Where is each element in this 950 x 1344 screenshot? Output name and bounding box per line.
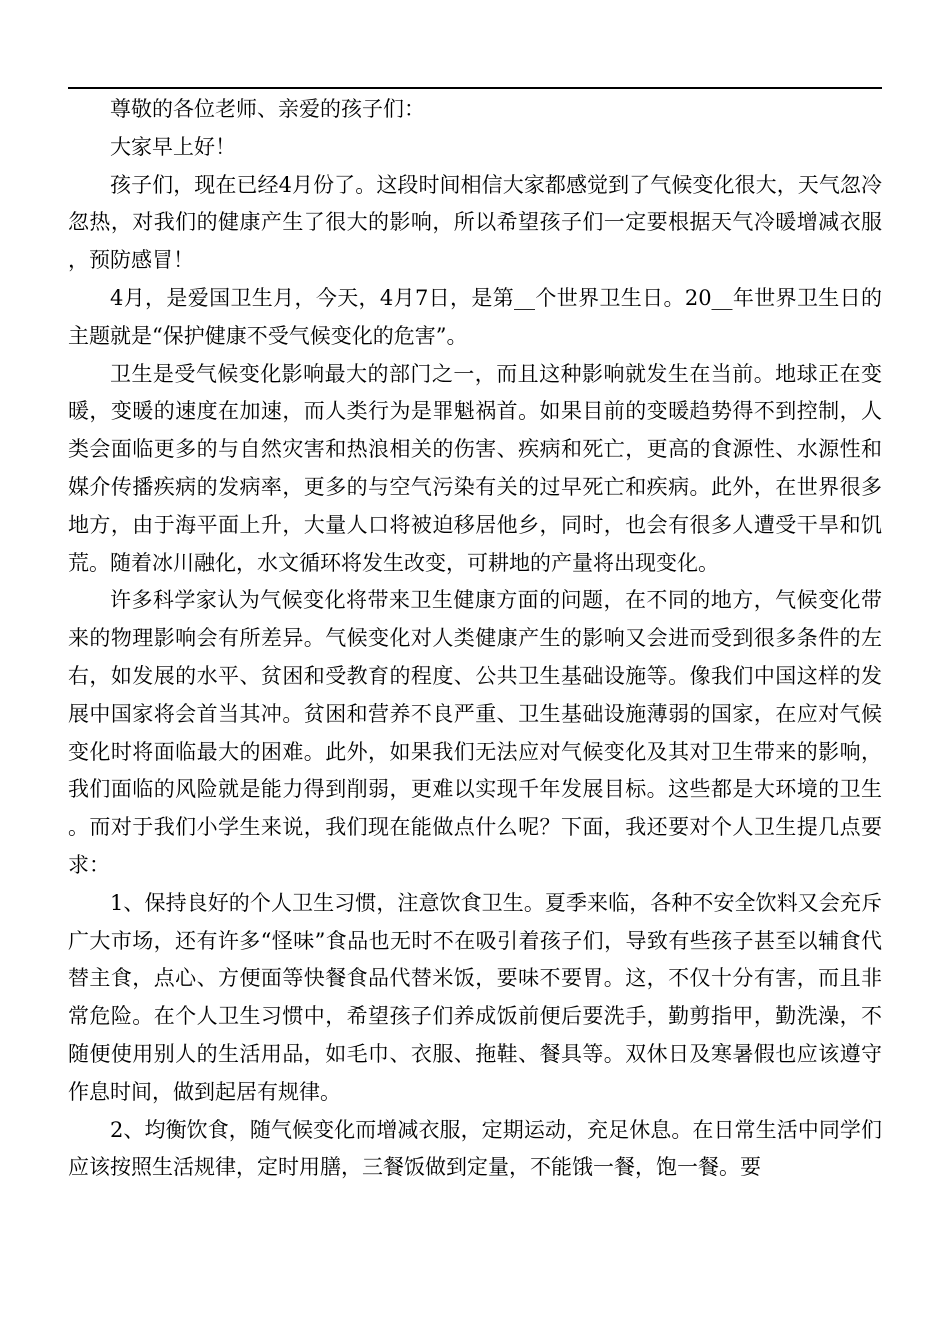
- document-body: [68, 91, 882, 1187]
- paragraph-scientists: 许多科学家认为气候变化将带来卫生健康方面的问题，在不同的地方，气候变化带来的物理影响会有所差异。气候变化对人类健康产生的影响又会进而受到很多条件的左右，如发展的水平、贫困和受教育的程度、公共卫生基础设施等。像我们中国这样的发展中国家将会首当其冲。贫困和营养不良严重、卫生基础设施薄弱的国家，在应对气候变化时将面临最大的困难。此外，如果我们无法应对气候变化及其对卫生带来的影响，我们面临的风险就是能力得到削弱，更难以实现千年发展目标。这些都是大环境的卫生。而对于我们小学生来说，我们现在能做点什么呢？下面，我还要对个人卫生提几点要求：: [68, 588, 882, 877]
- paragraph-climate-impact: 卫生是受气候变化影响最大的部门之一，而且这种影响就发生在当前。地球正在变暖，变暖的速度在加速，而人类行为是罪魁祸首。如果目前的变暖趋势得不到控制，人类会面临更多的与自然灾害和热浪相关的伤害、疾病和死亡，更高的食源性、水源性和媒介传播疾病的发病率，更多的与空气污染有关的过早死亡和疾病。此外，在世界很多地方，由于海平面上升，大量人口将被迫移居他乡，同时，也会有很多人遭受干旱和饥荒。随着冰川融化，水文循环将发生改变，可耕地的产量将出现变化。: [68, 361, 882, 575]
- paragraph-requirement-2: 2、均衡饮食，随气候变化而增减衣服，定期运动，充足休息。在日常生活中同学们应该按照生活规律，定时用膳，三餐饭做到定量，不能饿一餐，饱一餐。要: [68, 1117, 882, 1180]
- paragraph-requirement-1: 1、保持良好的个人卫生习惯，注意饮食卫生。夏季来临，各种不安全饮料又会充斥广大市场，还有许多“怪味”食品也无时不在吸引着孩子们，导致有些孩子甚至以辅食代替主食，点心、方便面等快餐食品代替米饭，要味不要胃。这，不仅十分有害，而且非常危险。在个人卫生习惯中，希望孩子们养成饭前便后要洗手，勤剪指甲，勤洗澡，不随便使用别人的生活用品，如毛巾、衣服、拖鞋、餐具等。双休日及寒暑假也应该遵守作息时间，做到起居有规律。: [68, 890, 882, 1104]
- paragraph-greeting: 大家早上好！: [110, 134, 236, 159]
- header-rule: [68, 87, 882, 89]
- paragraph-weather: 孩子们，现在已经4月份了。这段时间相信大家都感觉到了气候变化很大，天气忽冷忽热，对我们的健康产生了很大的影响，所以希望孩子们一定要根据天气冷暖增减衣服，预防感冒！: [68, 172, 882, 273]
- paragraph-salutation: 尊敬的各位老师、亲爱的孩子们：: [110, 97, 425, 121]
- paragraph-health-day: 4月，是爱国卫生月，今天，4月7日，是第__个世界卫生日。20__年世界卫生日的主题就是“保护健康不受气候变化的危害”。: [68, 285, 882, 348]
